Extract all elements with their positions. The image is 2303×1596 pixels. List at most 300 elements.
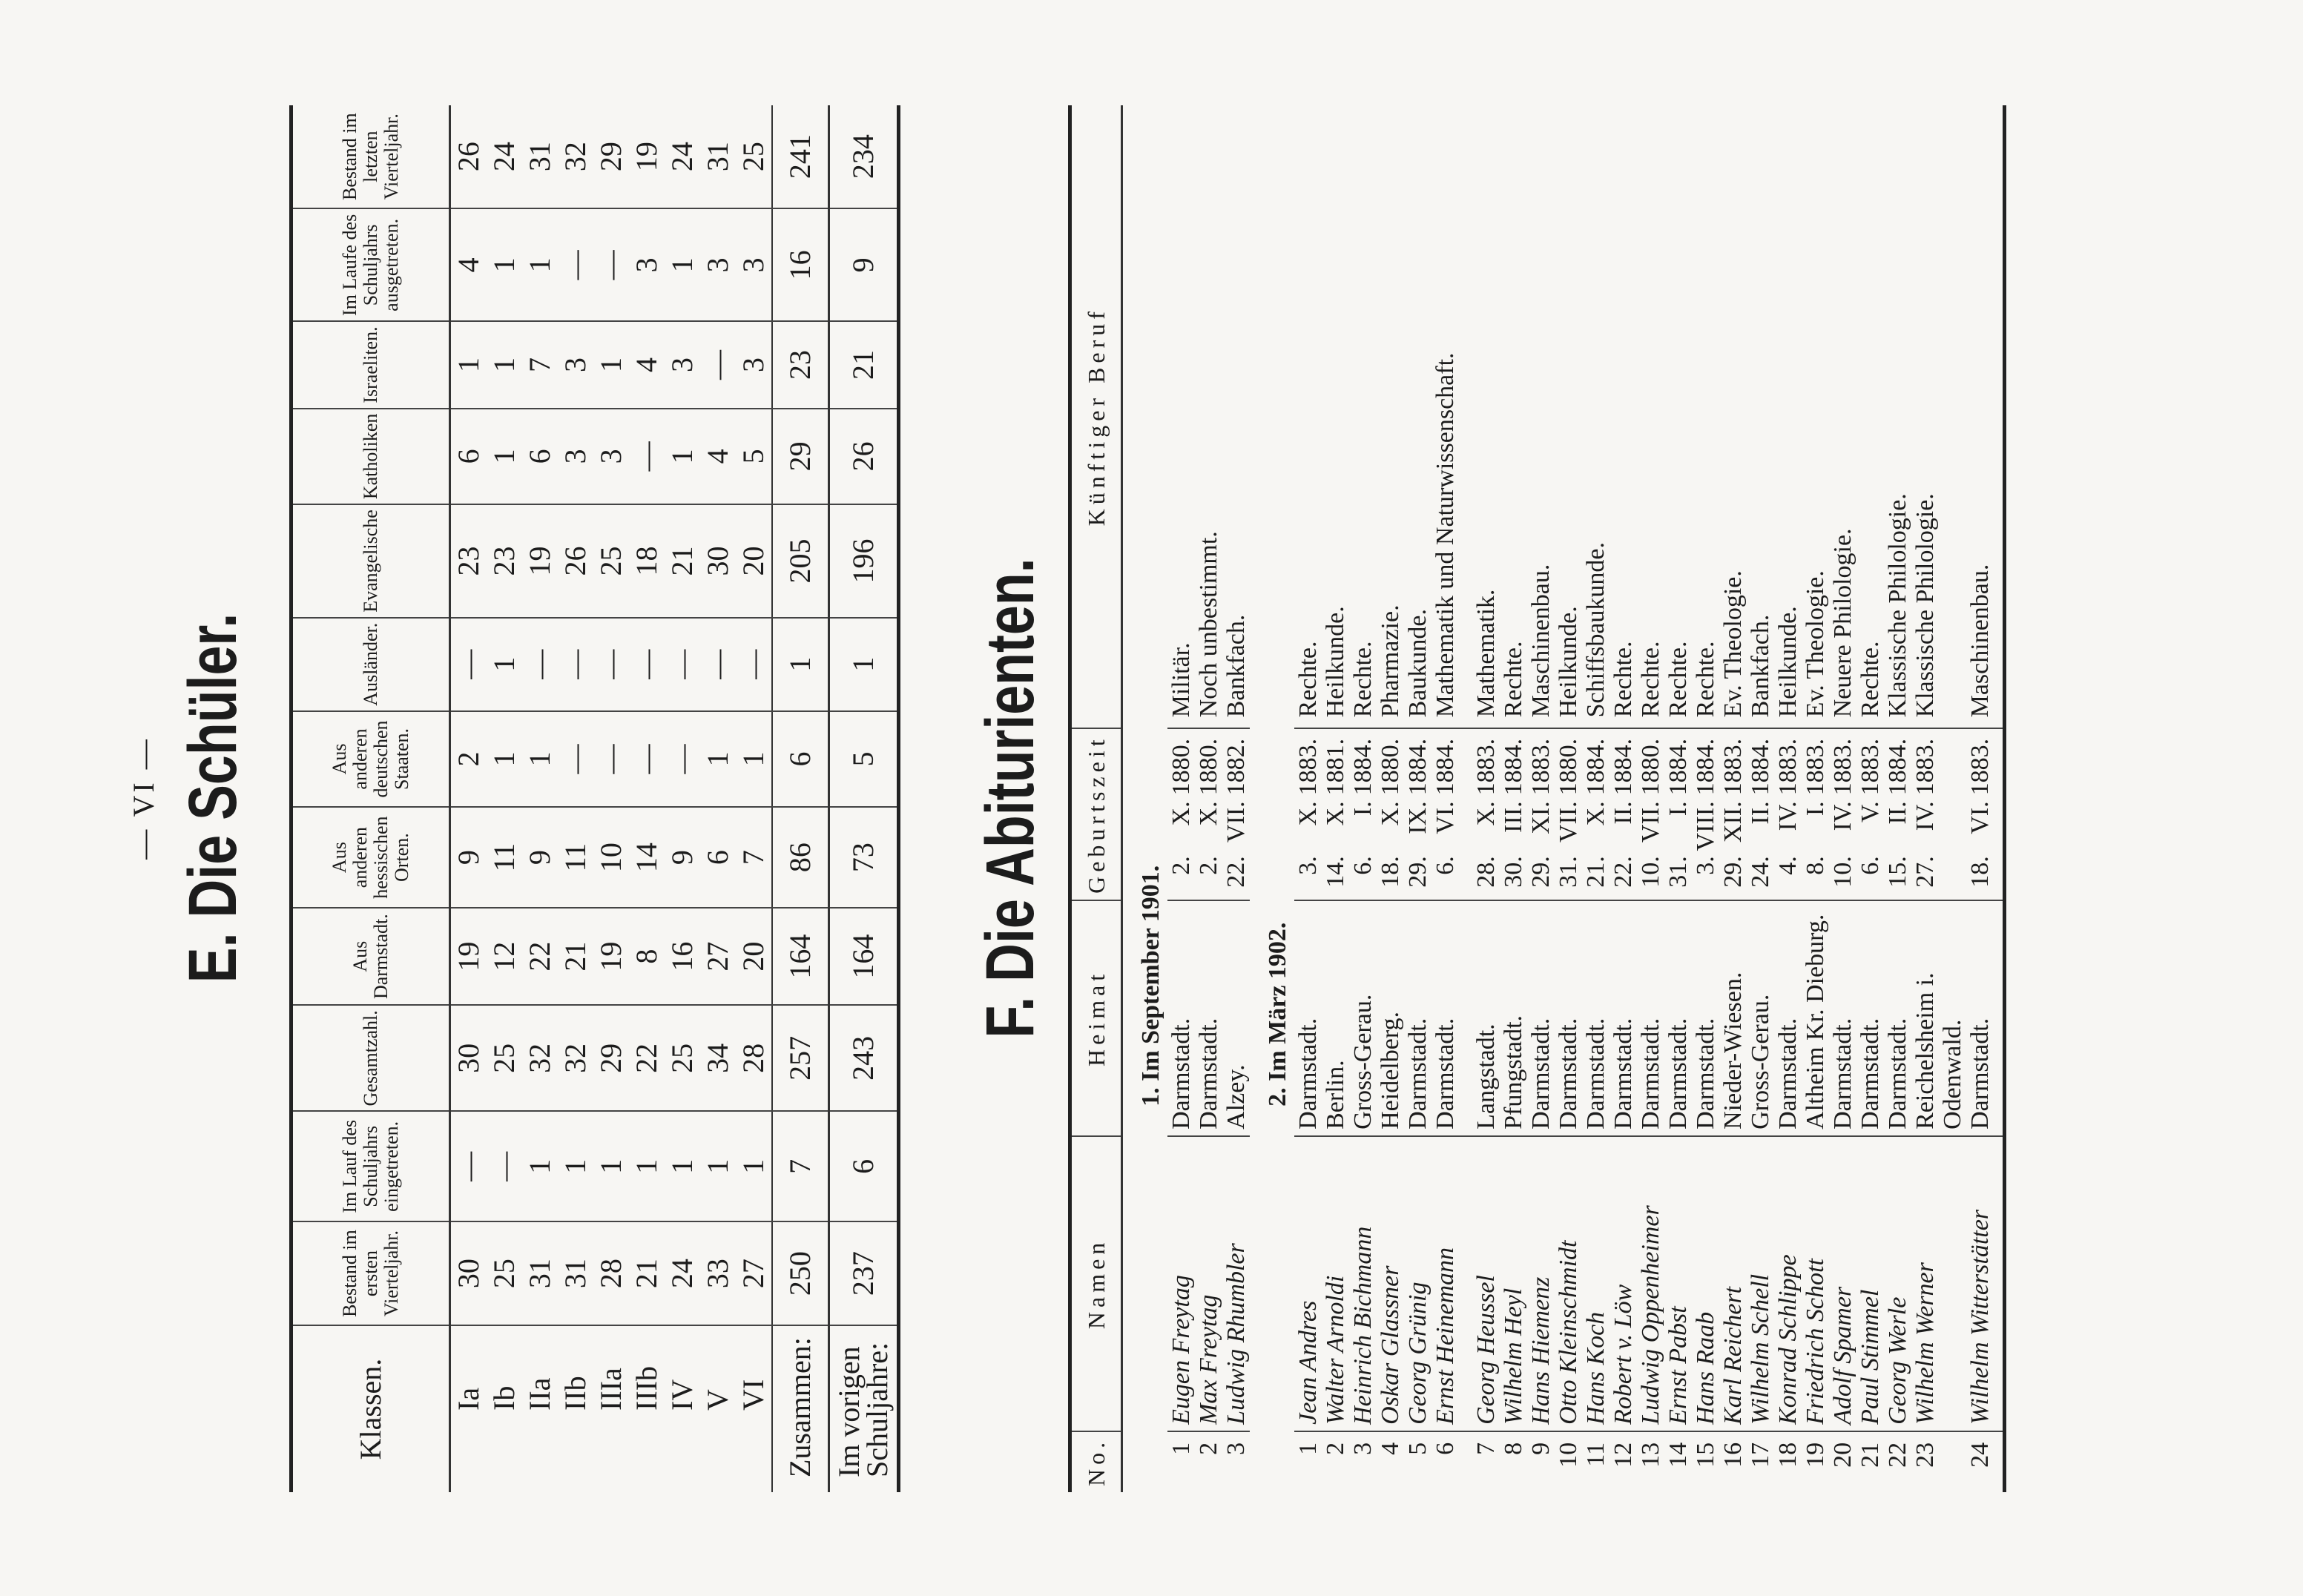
birth-month: I.: [1802, 801, 1829, 817]
birth-year: 1880.: [1167, 738, 1195, 796]
graduate-no: 4: [1377, 1442, 1404, 1455]
table-cell: —: [629, 409, 665, 505]
birth-month: X.: [1167, 801, 1195, 826]
graduate-heimat: Darmstadt.: [1527, 900, 1555, 1136]
table-cell: 5: [736, 409, 772, 505]
table-cell: 32: [558, 105, 593, 208]
graduate-beruf: Mathematik.: [1472, 105, 1500, 728]
birth-month: XII.: [1719, 801, 1747, 843]
graduate-heimat: Gross-Gerau.: [1747, 900, 1774, 1136]
table-cell: 7: [736, 807, 772, 908]
table-cell: 1: [487, 618, 522, 711]
birth-year: 1880.: [1637, 738, 1664, 796]
graduate-name: Wilhelm Heyl: [1500, 1136, 1527, 1431]
table-cell: —: [593, 208, 629, 321]
table-cell: 32: [522, 1005, 558, 1111]
table-cell: 9: [522, 807, 558, 908]
column-header: Aus anderen deutschen Staaten.: [291, 711, 450, 807]
graduate-no: 13: [1637, 1442, 1664, 1468]
birth-year: 1884.: [1431, 738, 1459, 796]
birth-month: VIII.: [1692, 801, 1719, 851]
birth-year: 1883.: [1856, 738, 1884, 796]
graduate-row: [1294, 105, 1322, 1492]
table-cell: —: [558, 208, 593, 321]
column-header: Katholiken: [291, 409, 450, 505]
graduate-row: [1377, 105, 1404, 1492]
graduate-beruf: Neuere Philologie.: [1829, 105, 1856, 728]
graduate-heimat: Darmstadt.: [1884, 900, 1911, 1136]
graduate-beruf: Rechte.: [1349, 105, 1377, 728]
birth-year: 1883.: [1966, 738, 1994, 796]
column-header: Aus Darmstadt.: [291, 908, 450, 1005]
table-cell: 241: [772, 105, 829, 208]
table-cell: 10: [593, 807, 629, 908]
column-header: Klassen.: [354, 1358, 387, 1460]
column-header: Im Laufe des Schuljahrs ausgetreten.: [291, 208, 450, 321]
birth-year: 1883.: [1802, 738, 1829, 796]
table-row: [487, 105, 522, 1492]
graduate-heimat: Darmstadt.: [1294, 900, 1322, 1136]
table-cell: 26: [558, 504, 593, 618]
graduate-row: [1527, 105, 1555, 1492]
birth-day: 31.: [1664, 854, 1692, 900]
graduate-name: Ludwig Rhumbler: [1222, 1136, 1250, 1431]
table-cell: —: [629, 711, 665, 807]
graduate-no: 11: [1582, 1442, 1610, 1467]
birth-day: 28.: [1472, 854, 1500, 900]
table-cell: 1: [522, 208, 558, 321]
table-cell: 1: [665, 409, 700, 505]
graduate-beruf: Bankfach.: [1747, 105, 1774, 728]
table-cell: 1: [736, 711, 772, 807]
table-cell: 21: [665, 504, 700, 618]
table-cell: 2: [450, 711, 487, 807]
birth-year: 1883.: [1829, 738, 1856, 796]
table-cell: 25: [736, 105, 772, 208]
table-cell: —: [665, 711, 700, 807]
table-cell: 30: [450, 1005, 487, 1111]
table-cell: 31: [522, 105, 558, 208]
table-cell: 5: [829, 711, 899, 807]
birth-month: IV.: [1774, 801, 1802, 831]
graduate-row: [1829, 105, 1856, 1492]
birth-month: X.: [1377, 801, 1404, 826]
table-cell: 1: [829, 618, 899, 711]
graduate-no: 5: [1404, 1442, 1431, 1455]
gap-cell: [1459, 1136, 1472, 1431]
graduates-table: [1068, 105, 2006, 1492]
table-row: [450, 105, 487, 1492]
birth-year: 1884.: [1404, 738, 1431, 796]
birth-day: 29.: [1404, 854, 1431, 900]
graduate-beruf: Militär.: [1167, 105, 1195, 728]
table-cell: 20: [736, 504, 772, 618]
birth-day: 21.: [1582, 854, 1610, 900]
group-spacer: [1250, 1136, 1294, 1492]
table-cell: 25: [487, 1005, 522, 1111]
table-cell: —: [700, 321, 736, 408]
graduate-heimat: Darmstadt.: [1856, 900, 1884, 1136]
graduate-beruf: Maschinenbau.: [1527, 105, 1555, 728]
class-name: Ib: [487, 1385, 521, 1411]
table-cell: 234: [829, 105, 899, 208]
graduate-heimat: Nieder-Wiesen.: [1719, 900, 1747, 1136]
table-cell: 3: [700, 208, 736, 321]
graduate-row: [1911, 105, 1966, 1492]
table-cell: 1: [487, 208, 522, 321]
class-name: IIIa: [594, 1368, 627, 1411]
table-cell: 4: [450, 208, 487, 321]
table-cell: 25: [665, 1005, 700, 1111]
table-cell: 16: [772, 208, 829, 321]
graduate-beruf: Schiffsbaukunde.: [1582, 105, 1610, 728]
row-label: Im vorigen Schuljahre:: [832, 1342, 894, 1477]
graduate-heimat: Pfungstadt.: [1500, 900, 1527, 1136]
graduate-row: [1431, 105, 1459, 1492]
graduate-no: 9: [1527, 1442, 1555, 1455]
table-cell: 164: [829, 908, 899, 1005]
birth-day: 3.: [1692, 854, 1719, 900]
birth-month: I.: [1349, 801, 1377, 817]
graduate-heimat: Reichelsheim i. Odenwald.: [1911, 900, 1966, 1136]
table-cell: 86: [772, 807, 829, 908]
table-cell: 27: [700, 908, 736, 1005]
table-cell: 164: [772, 908, 829, 1005]
birth-day: 27.: [1911, 854, 1966, 900]
birth-day: 22.: [1222, 854, 1250, 900]
graduate-name: Adolf Spamer: [1829, 1136, 1856, 1431]
graduate-name: Ludwig Oppenheimer: [1637, 1136, 1664, 1431]
table-cell: 14: [629, 807, 665, 908]
birth-month: VII.: [1555, 801, 1582, 843]
table-cell: 32: [558, 1005, 593, 1111]
graduate-beruf: Bankfach.: [1222, 105, 1250, 728]
col-geburtszeit: Geburtszeit: [1070, 728, 1122, 900]
table-cell: 31: [558, 1221, 593, 1325]
graduate-row: [1966, 105, 2005, 1492]
graduate-beruf: Heilkunde.: [1322, 105, 1349, 728]
group-label: 2. Im März 1902.: [1264, 922, 1291, 1107]
column-header: Ausländer.: [291, 618, 450, 711]
table-cell: 73: [829, 807, 899, 908]
table-cell: 1: [558, 1112, 593, 1222]
graduate-heimat: Darmstadt.: [1431, 900, 1459, 1136]
students-table-header: [291, 105, 450, 1492]
graduate-name: Hans Koch: [1582, 1136, 1610, 1431]
graduate-no: 1: [1167, 1442, 1195, 1455]
graduate-name: Paul Stimmel: [1856, 1136, 1884, 1431]
column-header: Evangelische: [291, 504, 450, 618]
table-cell: 25: [593, 504, 629, 618]
graduate-no: 6: [1431, 1442, 1459, 1455]
students-table-summary: [772, 105, 899, 1492]
birth-year: 1882.: [1222, 738, 1250, 796]
graduate-name: Georg Heussel: [1472, 1136, 1500, 1431]
gap-cell: [1459, 900, 1472, 1136]
table-cell: 23: [487, 504, 522, 618]
graduate-name: Robert v. Löw: [1610, 1136, 1637, 1431]
table-row: [558, 105, 593, 1492]
graduate-no: 17: [1747, 1442, 1774, 1468]
table-row: [700, 105, 736, 1492]
graduate-no: 7: [1472, 1442, 1500, 1455]
table-cell: 16: [665, 908, 700, 1005]
table-cell: 11: [487, 807, 522, 908]
table-cell: —: [487, 1112, 522, 1222]
graduate-heimat: Altheim Kr. Dieburg.: [1802, 900, 1829, 1136]
graduate-row: [1856, 105, 1884, 1492]
birth-day: 31.: [1555, 854, 1582, 900]
graduate-heimat: Darmstadt.: [1966, 900, 2005, 1136]
birth-year: 1880.: [1195, 738, 1222, 796]
graduate-beruf: Rechte.: [1664, 105, 1692, 728]
birth-day: 18.: [1377, 854, 1404, 900]
graduate-no: 1: [1294, 1442, 1322, 1455]
birth-day: 3.: [1294, 854, 1322, 900]
table-cell: 6: [700, 807, 736, 908]
graduate-row: [1404, 105, 1431, 1492]
col-namen: Namen: [1070, 1136, 1122, 1431]
birth-year: 1884.: [1500, 738, 1527, 796]
birth-year: 1883.: [1774, 738, 1802, 796]
graduate-name: Ernst Heinemann: [1431, 1136, 1459, 1431]
previous-year-row: [829, 105, 899, 1492]
graduate-beruf: Ev. Theologie.: [1802, 105, 1829, 728]
graduate-name: Georg Werle: [1884, 1136, 1911, 1431]
table-cell: 29: [593, 1005, 629, 1111]
birth-year: 1883.: [1472, 738, 1500, 796]
graduate-no: 8: [1500, 1442, 1527, 1455]
graduate-name: Oskar Glassner: [1377, 1136, 1404, 1431]
table-cell: 3: [736, 208, 772, 321]
gap-cell: [1459, 854, 1472, 900]
birth-month: I.: [1664, 801, 1692, 817]
graduate-name: Georg Grünig: [1404, 1136, 1431, 1431]
graduate-heimat: Berlin.: [1322, 900, 1349, 1136]
graduate-no: 12: [1610, 1442, 1637, 1468]
birth-month: II.: [1747, 801, 1774, 825]
table-cell: 8: [629, 908, 665, 1005]
birth-day: 2.: [1195, 854, 1222, 900]
birth-year: 1880.: [1377, 738, 1404, 796]
birth-month: VII.: [1222, 801, 1250, 843]
birth-month: IV.: [1911, 801, 1939, 831]
table-cell: 6: [829, 1112, 899, 1222]
table-cell: —: [450, 618, 487, 711]
birth-day: 29.: [1527, 854, 1555, 900]
section-f-title: F. Die Abiturienten.: [972, 558, 1048, 1038]
table-cell: 22: [629, 1005, 665, 1111]
graduate-beruf: Rechte.: [1610, 105, 1637, 728]
graduate-beruf: Baukunde.: [1404, 105, 1431, 728]
gap-cell: [1459, 728, 1472, 798]
table-cell: 31: [700, 105, 736, 208]
graduate-name: Karl Reichert: [1719, 1136, 1747, 1431]
graduate-row: [1500, 105, 1527, 1492]
birth-month: VI.: [1966, 801, 1994, 834]
graduate-no: 21: [1856, 1442, 1884, 1468]
table-cell: 24: [665, 1221, 700, 1325]
table-cell: 7: [772, 1112, 829, 1222]
table-row: [593, 105, 629, 1492]
table-cell: 6: [522, 409, 558, 505]
table-cell: 3: [736, 321, 772, 408]
table-cell: 1: [487, 409, 522, 505]
row-label: Zusammen:: [783, 1337, 817, 1477]
graduate-row: [1222, 105, 1250, 1492]
graduate-no: 22: [1884, 1442, 1911, 1468]
graduate-beruf: Rechte.: [1500, 105, 1527, 728]
table-cell: 9: [665, 807, 700, 908]
birth-month: X.: [1294, 801, 1322, 826]
graduate-heimat: Alzey.: [1222, 900, 1250, 1136]
table-cell: 1: [665, 1112, 700, 1222]
table-cell: 3: [665, 321, 700, 408]
graduate-no: 3: [1222, 1442, 1250, 1455]
column-header: Bestand im ersten Vierteljahr.: [291, 1221, 450, 1325]
birth-year: 1884.: [1692, 738, 1719, 796]
class-name: IV: [665, 1379, 699, 1411]
table-cell: 29: [593, 105, 629, 208]
birth-year: 1884.: [1582, 738, 1610, 796]
graduates-table-body: [1122, 105, 2005, 1492]
table-cell: 1: [487, 711, 522, 807]
birth-day: 14.: [1322, 854, 1349, 900]
class-name: IIa: [523, 1377, 556, 1411]
column-header: Gesamtzahl.: [291, 1005, 450, 1111]
graduate-heimat: Darmstadt.: [1610, 900, 1637, 1136]
birth-year: 1884.: [1349, 738, 1377, 796]
birth-day: 24.: [1747, 854, 1774, 900]
table-row: [736, 105, 772, 1492]
birth-day: 15.: [1884, 854, 1911, 900]
graduate-heimat: Darmstadt.: [1555, 900, 1582, 1136]
table-cell: 257: [772, 1005, 829, 1111]
graduate-beruf: Heilkunde.: [1774, 105, 1802, 728]
graduate-name: Konrad Schlippe: [1774, 1136, 1802, 1431]
column-header: Im Lauf des Schuljahrs eingetreten.: [291, 1112, 450, 1222]
table-cell: 1: [450, 321, 487, 408]
birth-year: 1884.: [1664, 738, 1692, 796]
birth-year: 1883.: [1911, 738, 1939, 796]
graduate-name: Walter Arnoldi: [1322, 1136, 1349, 1431]
table-cell: 1: [593, 1112, 629, 1222]
table-cell: 1: [487, 321, 522, 408]
birth-day: 6.: [1431, 854, 1459, 900]
graduate-row: [1349, 105, 1377, 1492]
birth-month: XI.: [1527, 801, 1555, 834]
table-cell: —: [593, 711, 629, 807]
graduate-no: 19: [1802, 1442, 1829, 1468]
graduate-beruf: Rechte.: [1856, 105, 1884, 728]
graduate-beruf: Maschinenbau.: [1966, 105, 2005, 728]
graduate-no: 18: [1774, 1442, 1802, 1468]
table-cell: 1: [522, 711, 558, 807]
birth-day: 10.: [1637, 854, 1664, 900]
group-spacer: [1122, 1136, 1168, 1492]
table-cell: 20: [736, 908, 772, 1005]
graduate-row: [1167, 105, 1195, 1492]
birth-month: II.: [1610, 801, 1637, 825]
table-cell: 29: [772, 409, 829, 505]
table-cell: 19: [450, 908, 487, 1005]
table-cell: 34: [700, 1005, 736, 1111]
graduate-row: [1664, 105, 1692, 1492]
graduate-heimat: Darmstadt.: [1637, 900, 1664, 1136]
birth-day: 18.: [1966, 854, 2005, 900]
birth-month: VII.: [1637, 801, 1664, 843]
students-table-body: [450, 105, 773, 1492]
table-row: [629, 105, 665, 1492]
table-cell: 243: [829, 1005, 899, 1111]
column-header: Israeliten.: [291, 321, 450, 408]
table-cell: 196: [829, 504, 899, 618]
birth-day: 10.: [1829, 854, 1856, 900]
table-cell: 3: [558, 321, 593, 408]
column-header: Aus anderen hessischen Orten.: [291, 807, 450, 908]
table-cell: 24: [665, 105, 700, 208]
table-cell: 26: [450, 105, 487, 208]
table-cell: —: [450, 1112, 487, 1222]
graduate-beruf: Rechte.: [1294, 105, 1322, 728]
table-row: [665, 105, 700, 1492]
graduate-name: Heinrich Bichmann: [1349, 1136, 1377, 1431]
graduate-no: 2: [1322, 1442, 1349, 1455]
birth-day: 6.: [1856, 854, 1884, 900]
table-cell: 3: [629, 208, 665, 321]
graduate-name: Max Freytag: [1195, 1136, 1222, 1431]
table-cell: 21: [629, 1221, 665, 1325]
graduate-no: 15: [1692, 1442, 1719, 1468]
birth-month: X.: [1582, 801, 1610, 826]
table-cell: —: [593, 618, 629, 711]
table-cell: 1: [629, 1112, 665, 1222]
graduate-beruf: Ev. Theologie.: [1719, 105, 1747, 728]
birth-year: 1883.: [1527, 738, 1555, 796]
graduate-row: [1884, 105, 1911, 1492]
table-cell: 21: [558, 908, 593, 1005]
table-cell: 28: [736, 1005, 772, 1111]
table-cell: 22: [522, 908, 558, 1005]
row-gap: [1459, 105, 1472, 1492]
table-cell: —: [665, 618, 700, 711]
graduate-heimat: Darmstadt.: [1167, 900, 1195, 1136]
table-cell: —: [558, 618, 593, 711]
table-cell: 11: [558, 807, 593, 908]
table-cell: 6: [772, 711, 829, 807]
table-cell: 205: [772, 504, 829, 618]
graduate-no: 16: [1719, 1442, 1747, 1468]
graduate-no: 14: [1664, 1442, 1692, 1468]
students-table: [289, 105, 900, 1492]
birth-year: 1884.: [1884, 738, 1911, 796]
table-cell: 1: [665, 208, 700, 321]
graduate-name: Wilhelm Werner: [1911, 1136, 1966, 1431]
graduate-heimat: Darmstadt.: [1195, 900, 1222, 1136]
table-cell: 4: [700, 409, 736, 505]
graduate-no: 24: [1966, 1442, 1994, 1468]
graduate-row: [1747, 105, 1774, 1492]
graduate-beruf: Mathematik und Naturwissenschaft.: [1431, 105, 1459, 728]
graduate-row: [1692, 105, 1719, 1492]
graduate-row: [1637, 105, 1664, 1492]
graduate-name: Hans Hiemenz: [1527, 1136, 1555, 1431]
table-cell: 3: [558, 409, 593, 505]
table-cell: 250: [772, 1221, 829, 1325]
graduate-no: 2: [1195, 1442, 1222, 1455]
table-cell: 21: [829, 321, 899, 408]
graduate-name: Otto Kleinschmidt: [1555, 1136, 1582, 1431]
